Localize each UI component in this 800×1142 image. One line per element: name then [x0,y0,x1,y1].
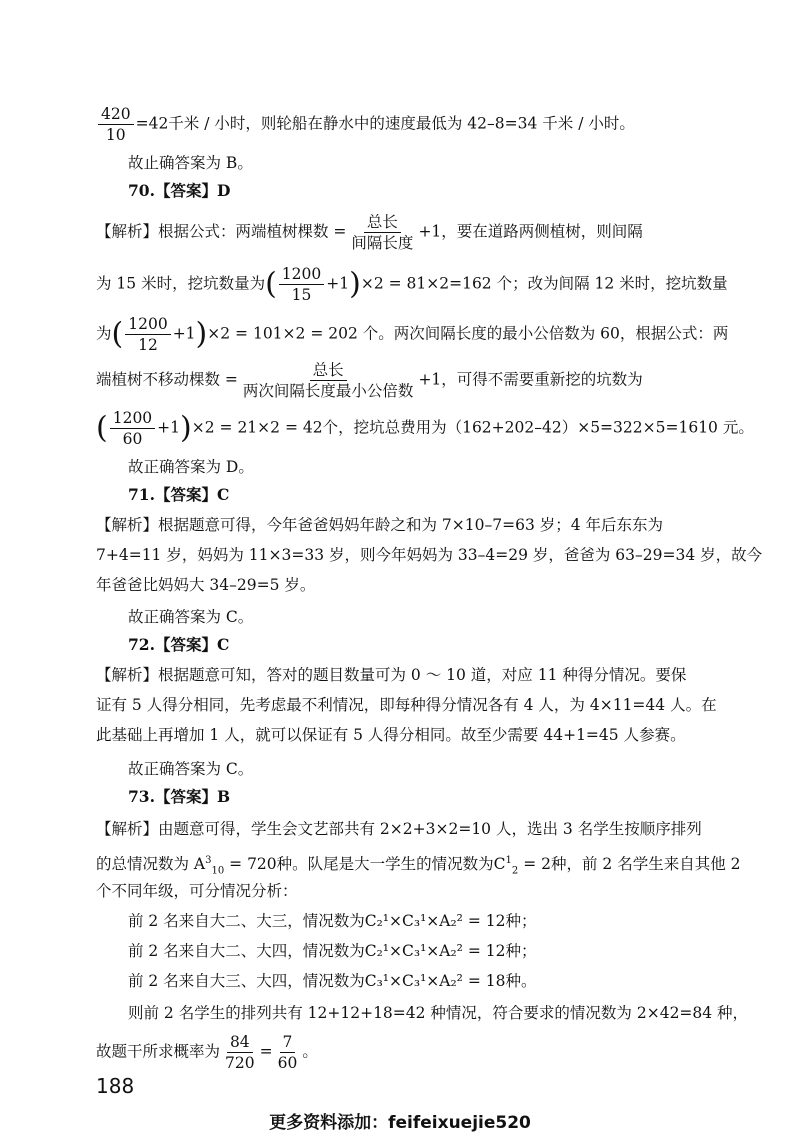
answer-line: 故止确答案为 B。 [128,154,253,172]
footer-note: 更多资料添加：feifeixuejie520 [269,1113,531,1133]
analysis-70-line2: 为 15 米时，挖坑数量为( $\frac{1200}{15}$ +1)×2 = 81×2=162 个；改为间隔 12 米时，挖坑数量 [96,265,728,304]
answer-line: 故正确答案为 C。 [128,760,254,778]
analysis-73-case3: 前 2 名来自大三、大四，情况数为C₃¹×C₃¹×A₂² = 18种。 [128,972,537,990]
answer-heading-72: 72.【答案】C [128,635,230,654]
analysis-71-line2: 7+4=11 岁，妈妈为 11×3=33 岁，则今年妈妈为 33–4=29 岁，爸爸为 63–29=34 岁，故今 [96,546,763,564]
answer-line: 故正确答案为 D。 [128,458,254,476]
analysis-72-line3: 此基础上再增加 1 人，就可以保证有 5 人得分相同。故至少需要 44+1=45 人参赛。 [96,726,686,744]
analysis-70-line4: 端植树不移动棵数 = $\frac{\text{总长}}{\text{两次间隔长度最小公倍数}}$ +1，可得不需要重新挖的坑数为 [96,361,643,400]
analysis-73-case1: 前 2 名来自大二、大三，情况数为C₂¹×C₃¹×A₂² = 12种； [128,912,537,930]
analysis-73-case2: 前 2 名来自大二、大四，情况数为C₂¹×C₃¹×A₂² = 12种； [128,942,537,960]
page-number: 188 [96,1074,135,1098]
analysis-71-line3: 年爸爸比妈妈大 34–29=5 岁。 [96,576,316,594]
answer-heading-73: 73.【答案】B [128,787,231,806]
analysis-72-line2: 证有 5 人得分相同，先考虑最不利情况，即每种得分情况各有 4 人，为 4×11=44 人。在 [96,696,717,714]
analysis-70-line3: 为( $\frac{1200}{12}$ +1)×2 = 101×2 = 202 个。两次间隔长度的最小公倍数为 60，根据公式：两 [96,315,729,354]
analysis-70-line1: 【解析】根据公式：两端植树棵数 = $\frac{\text{总长}}{\text{间隔长度}}$ +1，要在道路两侧植树，则间隔 [96,213,643,252]
analysis-73-line1: 【解析】由题意可得，学生会文艺部共有 2×2+3×2=10 人，选出 3 名学生按顺序排列 [96,820,702,838]
analysis-73-line3: 个不同年级，可分情况分析： [96,882,298,900]
answer-heading-70: 70.【答案】D [128,181,231,200]
analysis-73-line2: 的总情况数为 $A^3_{10} = 720$种。队尾是大一学生的情况数为$C^1_2 = 2$种，前 2 名学生来自其他 2 [96,855,741,877]
answer-line: 故正确答案为 C。 [128,608,254,626]
analysis-73-line4: 则前 2 名学生的排列共有 12+12+18=42 种情况，符合要求的情况数为 2×42=84 种， [128,1004,749,1022]
fraction-420-10: $\frac{420}{10}$ [98,104,134,145]
line-speed: $\frac{420}{10}$ =42千米 / 小时，则轮船在静水中的速度最低为 42–8=34 千米 / 小时。 [96,104,724,145]
analysis-71-line1: 【解析】根据题意可得，今年爸爸妈妈年龄之和为 7×10–7=63 岁；4 年后东东为 [96,516,664,534]
analysis-72-line1: 【解析】根据题意可知，答对的题目数量可为 0 ～ 10 道，对应 11 种得分情况。要保 [96,666,687,684]
answer-heading-71: 71.【答案】C [128,485,230,504]
analysis-70-line5: ( $\frac{1200}{60}$ +1)×2 = 21×2 = 42个，挖坑总费用为（162+202–42）×5=322×5=1610 元。 [96,409,754,448]
analysis-73-line5: 故题干所求概率为 $\frac{84}{720}$ = $\frac{7}{60}$ 。 [96,1033,318,1072]
